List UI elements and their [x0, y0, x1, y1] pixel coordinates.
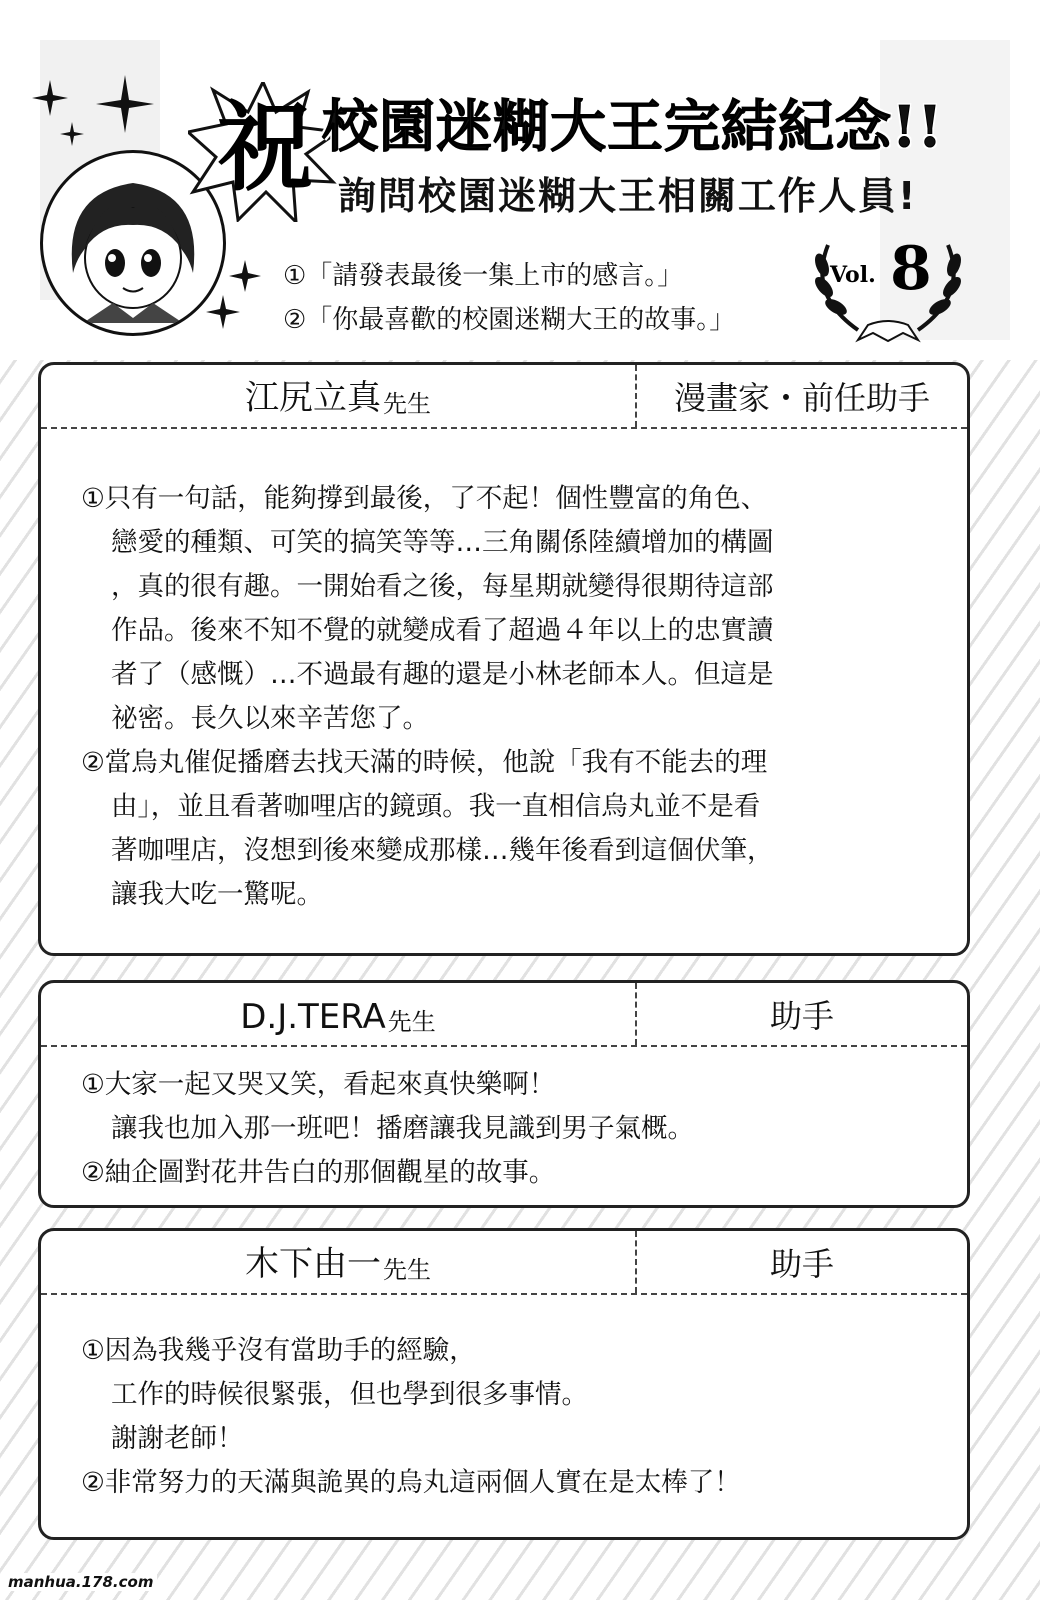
staff-card	[38, 1228, 970, 1540]
honorific-text: 先生	[387, 1008, 436, 1036]
staff-name	[41, 365, 637, 427]
answer-text	[41, 1047, 967, 1195]
staff-name	[41, 1231, 637, 1293]
name-text: D.J.TERA	[240, 997, 386, 1037]
card-header	[41, 1231, 967, 1295]
honorific-text: 先生	[383, 1256, 431, 1284]
answer-text	[41, 429, 967, 917]
header-section	[0, 0, 1040, 360]
answer-line: 由」，並且看著咖哩店的鏡頭。我一直相信烏丸並不是看	[111, 791, 761, 822]
staff-role: 助手	[769, 997, 834, 1035]
staff-role: 漫畫家・前任助手	[673, 379, 930, 417]
answer-line: 讓我也加入那一班吧！播磨讓我見識到男子氣概。	[111, 1113, 694, 1144]
staff-role: 助手	[769, 1245, 834, 1283]
answer-line: 謝謝老師！	[111, 1423, 244, 1454]
staff-name	[41, 983, 637, 1045]
page-subtitle: 詢問校園迷糊大王相關工作人員!	[338, 174, 918, 218]
answer-line: ①大家一起又哭又笑，看起來真快樂啊！	[81, 1069, 556, 1100]
answer-line: ，真的很有趣。一開始看之後，每星期就變得很期待這部	[111, 571, 774, 602]
staff-card	[38, 362, 970, 956]
volume-number: 8	[890, 234, 932, 304]
page-title: 校園迷糊大王完結紀念!!	[322, 94, 944, 160]
answer-line: 工作的時候很緊張，但也學到很多事情。	[111, 1379, 588, 1410]
answer-text	[41, 1295, 967, 1505]
card-header	[41, 983, 967, 1047]
celebration-character: 祝	[217, 91, 313, 204]
answer-line: ②紬企圖對花井告白的那個觀星的故事。	[81, 1157, 556, 1188]
honorific-text: 先生	[383, 390, 431, 418]
card-header	[41, 365, 967, 429]
question-2: ②「你最喜歡的校園迷糊大王的故事。」	[283, 305, 736, 335]
answer-line: 者了（感慨）…不過最有趣的還是小林老師本人。但這是	[111, 659, 774, 690]
volume-badge	[830, 234, 950, 308]
answer-line: 著咖哩店，沒想到後來變成那樣…幾年後看到這個伏筆，	[111, 835, 774, 866]
answer-line: 祕密。長久以來辛苦您了。	[111, 703, 429, 734]
staff-card	[38, 980, 970, 1208]
name-text: 江尻立真	[245, 378, 381, 418]
answer-line: 作品。後來不知不覺的就變成看了超過４年以上的忠實讀	[111, 615, 774, 646]
answer-line: 讓我大吃一驚呢。	[111, 879, 323, 910]
name-text: 木下由一	[245, 1244, 381, 1284]
question-1: ①「請發表最後一集上市的感言。」	[283, 261, 684, 291]
answer-line: ①因為我幾乎沒有當助手的經驗，	[81, 1335, 476, 1366]
answer-line: ②當烏丸催促播磨去找天滿的時候，他說「我有不能去的理	[81, 747, 768, 778]
answer-line: ①只有一句話，能夠撐到最後，了不起！個性豐富的角色、	[81, 483, 768, 514]
site-watermark: manhua.178.com	[4, 1573, 157, 1591]
volume-label: Vol.	[830, 262, 876, 288]
answer-line: ②非常努力的天滿與詭異的烏丸這兩個人實在是太棒了！	[81, 1467, 741, 1498]
answer-line: 戀愛的種類、可笑的搞笑等等…三角關係陸續增加的構圖	[111, 527, 774, 558]
sparkle-icon	[30, 70, 160, 160]
